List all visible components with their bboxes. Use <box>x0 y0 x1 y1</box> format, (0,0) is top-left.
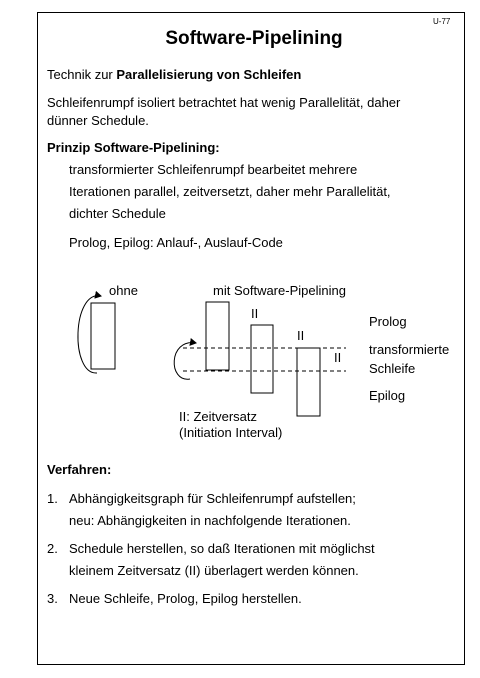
ii-mark-2: II <box>297 328 305 343</box>
procedure-heading: Verfahren: <box>47 462 112 477</box>
principle-line-3: dichter Schedule <box>69 206 166 221</box>
iteration-box-1 <box>206 302 229 370</box>
ii-mark-3: II <box>334 350 342 365</box>
step-2-line-2: kleinem Zeitversatz (II) überlagert werden können. <box>69 563 359 578</box>
iteration-box-2 <box>251 325 273 393</box>
principle-line-2: Iterationen parallel, zeitversetzt, daher mehr Parallelität, <box>69 184 391 199</box>
ii-caption-1: II: Zeitversatz <box>179 409 258 424</box>
step-number: 3. <box>47 591 58 606</box>
label-with: mit Software-Pipelining <box>213 283 346 298</box>
prolog-epilog-line: Prolog, Epilog: Anlauf-, Auslauf-Code <box>69 235 283 250</box>
label-transformed-2: Schleife <box>369 361 416 376</box>
ii-caption-2: (Initiation Interval) <box>179 425 283 440</box>
label-prolog: Prolog <box>369 314 407 329</box>
step-1-line-1: Abhängigkeitsgraph für Schleifenrumpf aufstellen; <box>69 491 356 506</box>
schedule-line-1: Schleifenrumpf isoliert betrachtet hat wenig Parallelität, daher <box>47 95 401 110</box>
principle-heading: Prinzip Software-Pipelining: <box>47 140 220 155</box>
principle-line-1: transformierter Schleifenrumpf bearbeitet mehrere <box>69 162 358 177</box>
iteration-box-3 <box>297 348 320 416</box>
intro-bold: Parallelisierung von Schleifen <box>116 67 302 82</box>
page-number: U-77 <box>433 17 451 26</box>
label-without: ohne <box>109 283 138 298</box>
page-title: Software-Pipelining <box>165 28 343 49</box>
schedule-line-2: dünner Schedule. <box>47 113 149 128</box>
step-number: 1. <box>47 491 58 506</box>
intro-prefix: Technik zur <box>47 67 117 82</box>
step-3-line-1: Neue Schleife, Prolog, Epilog herstellen. <box>69 591 302 606</box>
label-transformed-1: transformierte <box>369 342 450 357</box>
step-1-line-2: neu: Abhängigkeiten in nachfolgende Iterationen. <box>69 513 351 528</box>
loop-back-arrow-without <box>78 296 101 373</box>
ii-mark-1: II <box>251 306 259 321</box>
step-number: 2. <box>47 541 58 556</box>
step-2-line-1: Schedule herstellen, so daß Iterationen mit möglichst <box>69 541 375 556</box>
label-epilog: Epilog <box>369 388 406 403</box>
loop-body-box <box>91 303 115 369</box>
